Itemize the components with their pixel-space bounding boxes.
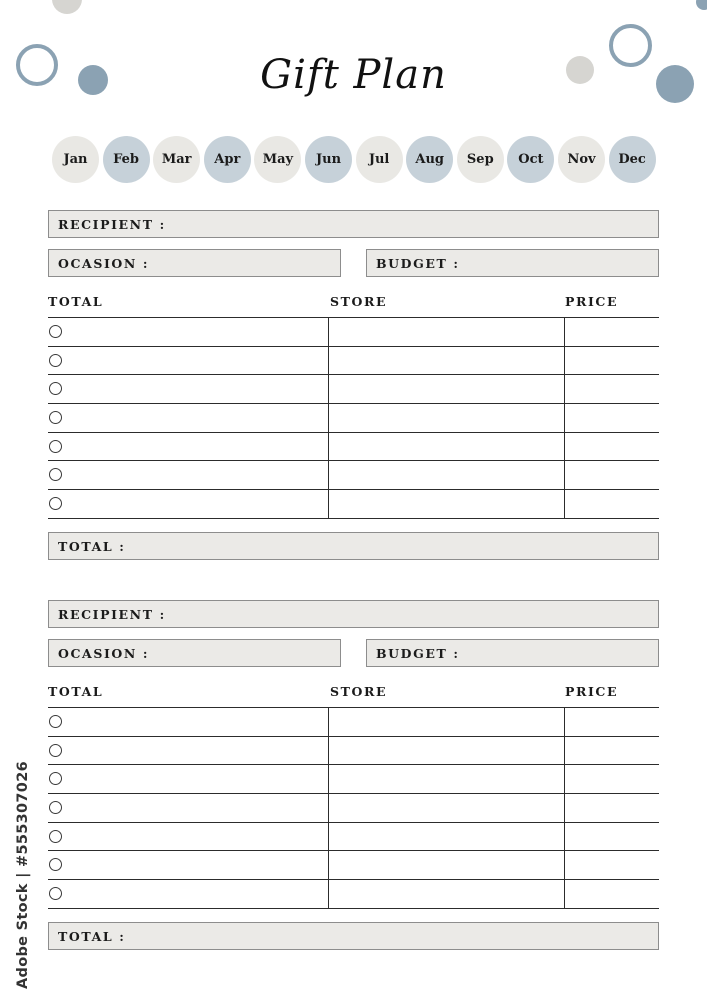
column-header-store: STORE: [330, 684, 388, 699]
month-dec[interactable]: Dec: [609, 136, 656, 183]
month-oct[interactable]: Oct: [507, 136, 554, 183]
checkbox-circle[interactable]: [49, 830, 62, 843]
checkbox-circle[interactable]: [49, 468, 62, 481]
checkbox-circle[interactable]: [49, 325, 62, 338]
occasion-field[interactable]: OCASION :: [48, 249, 341, 277]
table-line: [48, 403, 659, 404]
month-apr[interactable]: Apr: [204, 136, 251, 183]
checkbox-circle[interactable]: [49, 772, 62, 785]
table-line: [48, 317, 659, 318]
checkbox-circle[interactable]: [49, 715, 62, 728]
occasion-field[interactable]: OCASION :: [48, 639, 341, 667]
column-header-store: STORE: [330, 294, 388, 309]
table-line: [48, 346, 659, 347]
checkbox-circle[interactable]: [49, 354, 62, 367]
column-header-price: PRICE: [565, 684, 619, 699]
checkbox-circle[interactable]: [49, 858, 62, 871]
column-divider: [564, 707, 565, 909]
recipient-field[interactable]: RECIPIENT :: [48, 600, 659, 628]
stock-watermark: [10, 762, 36, 987]
month-jan[interactable]: Jan: [52, 136, 99, 183]
table-line: [48, 764, 659, 765]
month-sep[interactable]: Sep: [457, 136, 504, 183]
checkbox-circle[interactable]: [49, 887, 62, 900]
month-jun[interactable]: Jun: [305, 136, 352, 183]
month-may[interactable]: May: [254, 136, 301, 183]
total-field[interactable]: TOTAL :: [48, 922, 659, 950]
stock-watermark-text: Adobe Stock | #555307026: [15, 760, 31, 989]
checkbox-circle[interactable]: [49, 440, 62, 453]
table-line: [48, 707, 659, 708]
page-title: Gift Plan: [260, 52, 447, 98]
column-header-total: TOTAL: [48, 684, 104, 699]
table-line: [48, 460, 659, 461]
table-line: [48, 736, 659, 737]
month-row: [52, 136, 656, 184]
checkbox-circle[interactable]: [49, 382, 62, 395]
budget-field[interactable]: BUDGET :: [366, 639, 659, 667]
budget-field[interactable]: BUDGET :: [366, 249, 659, 277]
column-divider: [564, 317, 565, 519]
month-mar[interactable]: Mar: [153, 136, 200, 183]
decor-dot-corner: [696, 0, 707, 10]
checkbox-circle[interactable]: [49, 744, 62, 757]
table-line: [48, 489, 659, 490]
checkbox-circle[interactable]: [49, 497, 62, 510]
table-line: [48, 374, 659, 375]
month-feb[interactable]: Feb: [103, 136, 150, 183]
table-line: [48, 822, 659, 823]
column-divider: [328, 707, 329, 909]
checkbox-circle[interactable]: [49, 801, 62, 814]
column-header-total: TOTAL: [48, 294, 104, 309]
recipient-field[interactable]: RECIPIENT :: [48, 210, 659, 238]
month-jul[interactable]: Jul: [356, 136, 403, 183]
month-aug[interactable]: Aug: [406, 136, 453, 183]
table-line: [48, 908, 659, 909]
table-line: [48, 793, 659, 794]
total-field[interactable]: TOTAL :: [48, 532, 659, 560]
column-header-price: PRICE: [565, 294, 619, 309]
table-line: [48, 432, 659, 433]
decor-dot-top: [52, 0, 82, 14]
column-divider: [328, 317, 329, 519]
table-line: [48, 850, 659, 851]
table-line: [48, 879, 659, 880]
checkbox-circle[interactable]: [49, 411, 62, 424]
month-nov[interactable]: Nov: [558, 136, 605, 183]
table-line: [48, 518, 659, 519]
